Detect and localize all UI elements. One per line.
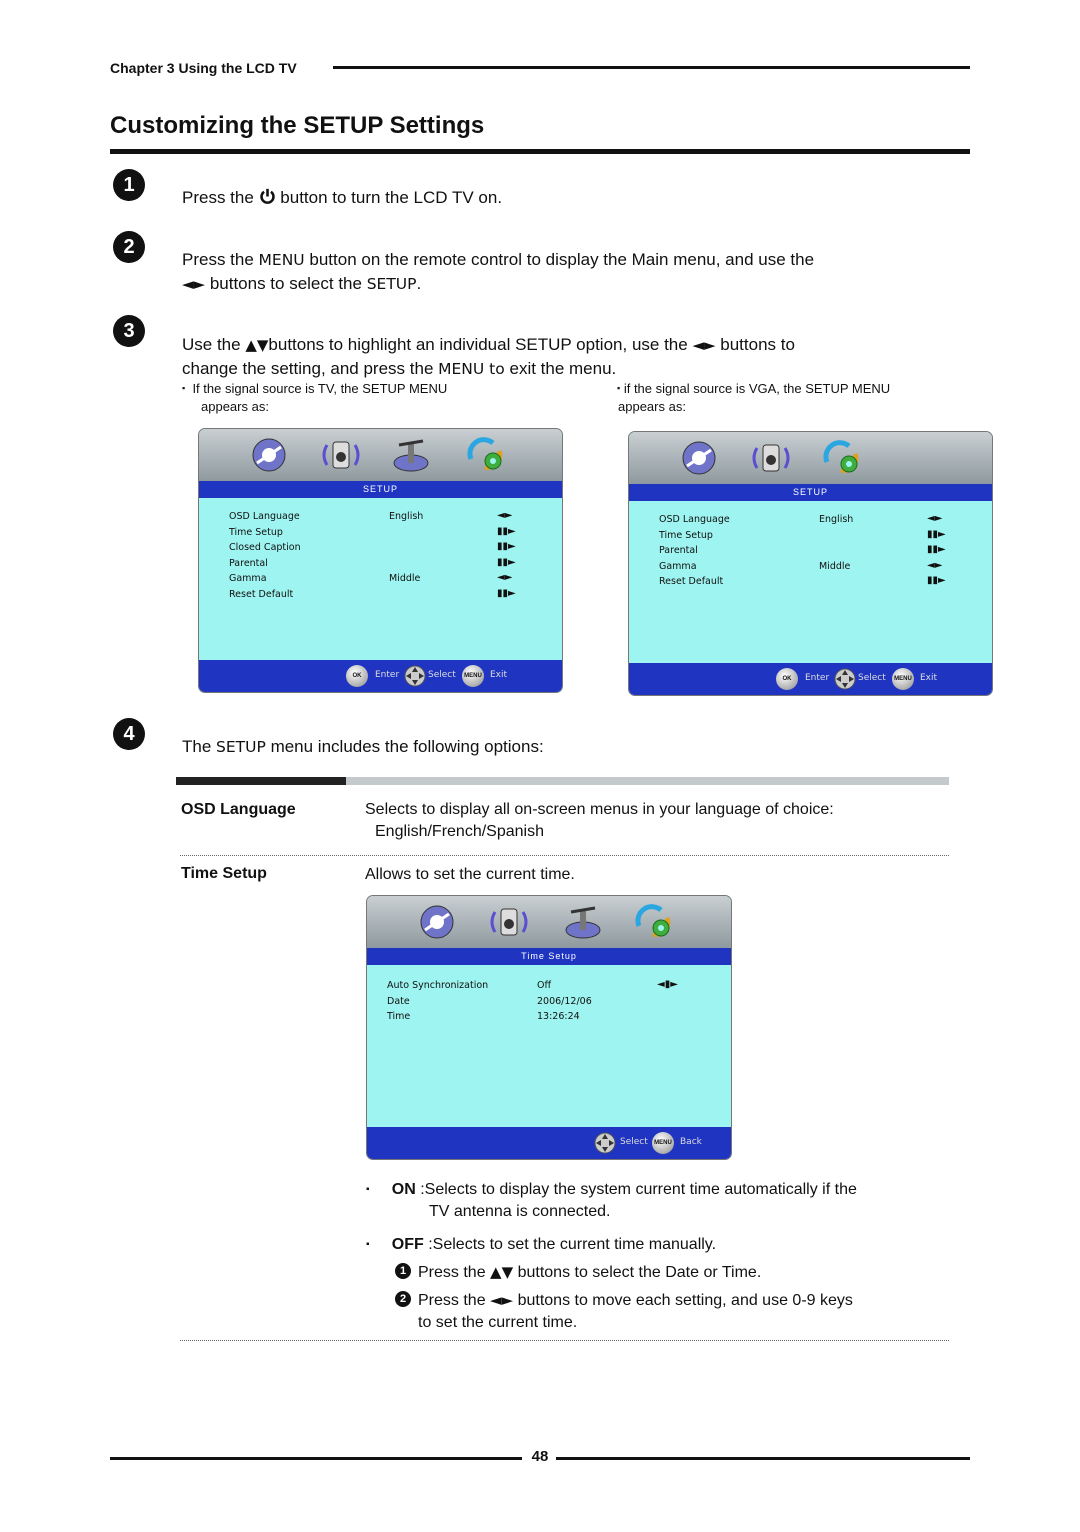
note-vga: [617, 379, 967, 416]
sub1-b: buttons to select the Date or Time.: [517, 1264, 762, 1281]
osd-row-indicator-icon: ▮▮►: [497, 541, 516, 552]
step-3-c: buttons to: [720, 335, 795, 354]
back-label: Back: [680, 1137, 702, 1147]
picture-disc-icon: [249, 437, 289, 473]
setup-gear-icon: [821, 440, 861, 476]
osd-title-bar: SETUP: [629, 484, 992, 501]
sub1-a: Press the: [418, 1264, 486, 1281]
osd-row-label: Closed Caption: [229, 542, 301, 553]
option-desc-osd-language: [365, 799, 834, 843]
channel-satellite-icon: [563, 904, 603, 940]
step-1-pre: Press the: [182, 188, 254, 207]
step-number-4: 4: [113, 718, 145, 750]
step-number-3: 3: [113, 315, 145, 347]
menu-key-label: MENU: [258, 251, 305, 269]
title-rule: [110, 149, 970, 154]
osd-row-label: Time Setup: [229, 526, 283, 538]
setup-gear-icon: [633, 904, 673, 940]
osd-language-desc-line1: Selects to display all on-screen menus in your language of choice:: [365, 801, 834, 818]
sub-step-2-text: [418, 1289, 938, 1334]
sound-speaker-icon: [489, 904, 529, 940]
step-2-b: button on the remote control to display the Main menu, and use the: [309, 250, 815, 269]
note-vga-line1: if the signal source is VGA, the SETUP MENU: [623, 381, 891, 396]
osd-footer: [629, 663, 992, 695]
step-1-post: button to turn the LCD TV on.: [280, 188, 503, 207]
ok-button-icon: OK: [346, 665, 368, 687]
note-bullet: ▪: [182, 383, 186, 393]
osd-row-value: Off: [537, 980, 552, 991]
step-3-a: Use the: [182, 335, 241, 354]
osd-row-indicator-icon: ▮▮►: [927, 544, 946, 555]
osd-row-indicator-icon: ▮▮►: [927, 575, 946, 586]
osd-row-indicator-icon: ◄►: [497, 510, 513, 521]
picture-disc-icon: [417, 904, 457, 940]
sub2-b: buttons to move each setting, and use 0-9 keys: [517, 1292, 853, 1309]
note-tv-line2: appears as:: [201, 399, 269, 414]
on-keyword: ON: [391, 1181, 416, 1198]
step-2-d: .: [416, 274, 422, 293]
step-2-text: [182, 248, 942, 296]
on-text: :Selects to display the system current time automatically if the: [420, 1181, 857, 1198]
step-3-d: change the setting, and press the: [182, 359, 434, 378]
osd-row-label: OSD Language: [659, 514, 730, 525]
setup-label: SETUP: [366, 275, 417, 293]
osd-language-desc-line2: English/French/Spanish: [375, 823, 544, 840]
osd-row-label: OSD Language: [229, 511, 300, 522]
enter-label: Enter: [375, 670, 400, 680]
step-3-b: buttons to highlight an individual SETUP option, use the: [268, 335, 688, 354]
osd-row-label: Parental: [659, 545, 698, 556]
select-label: Select: [858, 673, 886, 683]
osd-row-label: Reset Default: [659, 576, 724, 587]
up-down-arrows-icon: ▲▼: [490, 1263, 514, 1281]
chapter-heading: Chapter 3 Using the LCD TV: [110, 60, 297, 76]
note-vga-line2: appears as:: [618, 399, 686, 414]
left-right-arrows-icon: ◄►: [692, 336, 716, 354]
step-3-e: exit the menu.: [509, 359, 617, 378]
sub2-a: Press the: [418, 1292, 486, 1309]
osd-row-value: Middle: [389, 573, 421, 584]
menu-key-label: MENU to: [438, 360, 505, 378]
sub-step-1-text: [418, 1261, 761, 1284]
option-divider: [180, 855, 949, 856]
osd-row-value: 2006/12/06: [537, 995, 592, 1007]
options-table-bar-dark: [176, 777, 346, 785]
osd-row-value: 13:26:24: [537, 1011, 580, 1022]
off-text: :Selects to set the current time manually.: [428, 1236, 717, 1253]
step-2-c: buttons to select the: [209, 274, 362, 293]
left-right-arrows-icon: ◄►: [490, 1291, 514, 1309]
dpad-icon: [834, 668, 856, 690]
osd-row-label: Gamma: [659, 560, 697, 572]
step-4-a: The: [182, 737, 212, 756]
bullet-off: [366, 1234, 946, 1256]
step-number-1: 1: [113, 169, 145, 201]
osd-row-value: English: [389, 511, 424, 522]
picture-disc-icon: [679, 440, 719, 476]
step-4-b: menu includes the following options:: [270, 737, 544, 756]
note-bullet: ▪: [617, 383, 621, 393]
on-text-line2: TV antenna is connected.: [429, 1203, 611, 1220]
page-number: 48: [531, 1448, 549, 1465]
osd-title-bar: Time Setup: [367, 948, 731, 965]
osd-row-label: Parental: [229, 557, 268, 569]
option-desc-time-setup: Allows to set the current time.: [365, 866, 575, 883]
osd-row-indicator-icon: ▮▮►: [497, 556, 516, 568]
power-icon: [259, 188, 276, 205]
osd-row-label: Date: [387, 995, 410, 1007]
osd-setup-tv-screen: [198, 428, 563, 693]
osd-row-indicator-icon: ◄►: [927, 513, 943, 524]
sound-speaker-icon: [751, 440, 791, 476]
osd-time-setup-screen: [366, 895, 732, 1160]
osd-row-value: English: [819, 514, 854, 525]
osd-row-indicator-icon: ◄▮►: [657, 979, 678, 990]
menu-button-icon: MENU: [462, 665, 484, 687]
osd-footer: [199, 660, 562, 692]
option-name-osd-language: OSD Language: [181, 801, 296, 818]
up-down-arrows-icon: ▲▼: [245, 336, 269, 354]
osd-setup-vga-screen: [628, 431, 993, 696]
ok-button-icon: OK: [776, 668, 798, 690]
note-tv-line1: If the signal source is TV, the SETUP MENU: [192, 381, 448, 396]
sub2-c: to set the current time.: [418, 1314, 578, 1331]
step-4-text: [182, 735, 544, 759]
step-2-a: Press the: [182, 250, 254, 269]
osd-icon-bar: [367, 896, 731, 948]
channel-satellite-icon: [391, 437, 431, 473]
sub-step-number-1: 1: [395, 1263, 411, 1279]
sub-step-number-2: 2: [395, 1291, 411, 1307]
bullet-mark: ▪: [366, 1239, 370, 1250]
footer-rule-right: [556, 1457, 970, 1460]
sound-speaker-icon: [321, 437, 361, 473]
off-keyword: OFF: [391, 1236, 424, 1253]
osd-row-label: Time: [387, 1011, 411, 1022]
osd-row-indicator-icon: ◄►: [927, 559, 943, 571]
select-label: Select: [428, 670, 456, 680]
option-name-time-setup: Time Setup: [181, 865, 267, 882]
osd-icon-bar: [629, 432, 992, 484]
enter-label: Enter: [805, 673, 830, 683]
step-3-text: [182, 333, 962, 381]
osd-row-label: Gamma: [229, 573, 267, 584]
osd-title-bar: SETUP: [199, 481, 562, 498]
note-tv: [182, 379, 582, 416]
menu-button-icon: MENU: [892, 668, 914, 690]
options-table-bar-light: [346, 777, 949, 785]
step-1-text: [182, 186, 502, 209]
osd-row-indicator-icon: ◄►: [497, 572, 513, 583]
osd-row-indicator-icon: ▮▮►: [927, 528, 946, 540]
menu-button-icon: MENU: [652, 1132, 674, 1154]
osd-row-label: Reset Default: [229, 588, 294, 600]
dpad-icon: [594, 1132, 616, 1154]
dpad-icon: [404, 665, 426, 687]
osd-row-indicator-icon: ▮▮►: [497, 587, 516, 599]
osd-row-indicator-icon: ▮▮►: [497, 525, 516, 537]
chapter-rule: [333, 66, 970, 69]
step-number-2: 2: [113, 231, 145, 263]
left-right-arrows-icon: ◄►: [182, 275, 206, 293]
osd-row-label: Time Setup: [659, 529, 713, 541]
exit-label: Exit: [920, 673, 938, 683]
setup-gear-icon: [465, 437, 505, 473]
osd-row-value: Middle: [819, 560, 851, 572]
osd-row-label: Auto Synchronization: [387, 980, 489, 991]
bullet-mark: ▪: [366, 1184, 370, 1195]
select-label: Select: [620, 1137, 648, 1147]
exit-label: Exit: [490, 670, 508, 680]
footer-rule-left: [110, 1457, 522, 1460]
setup-label: SETUP: [216, 738, 266, 756]
osd-footer: [367, 1127, 731, 1159]
option-divider: [180, 1340, 949, 1341]
page-title: Customizing the SETUP Settings: [110, 112, 485, 139]
bullet-on: [366, 1179, 946, 1223]
osd-icon-bar: [199, 429, 562, 481]
